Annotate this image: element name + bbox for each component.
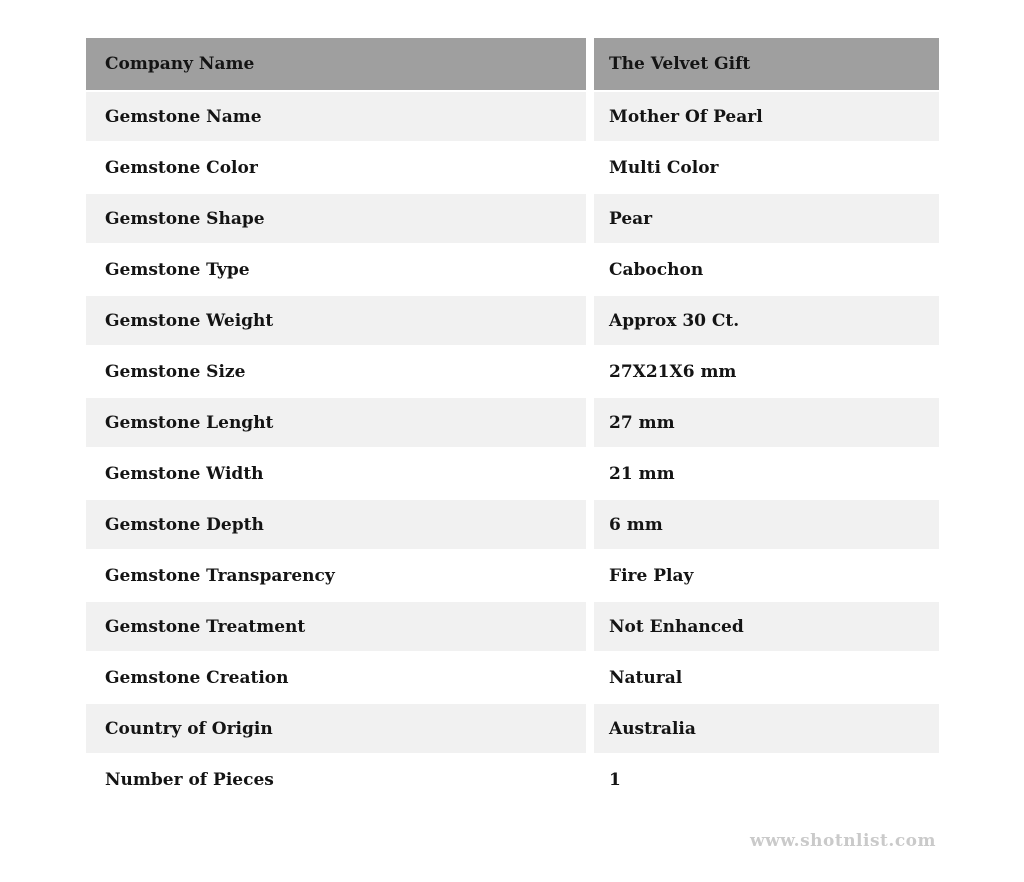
spec-row-value: Australia (594, 704, 939, 753)
spec-row-label: Gemstone Depth (86, 500, 586, 549)
spec-row-value: Approx 30 Ct. (594, 296, 939, 345)
spec-row-label: Gemstone Treatment (86, 602, 586, 651)
spec-row-value: Multi Color (594, 143, 939, 192)
spec-row-label: Gemstone Name (86, 92, 586, 141)
spec-row-value: 27 mm (594, 398, 939, 447)
table-header-company-value: The Velvet Gift (594, 38, 939, 90)
spec-row-value: Cabochon (594, 245, 939, 294)
table-header-company-label: Company Name (86, 38, 586, 90)
spec-row-label: Gemstone Creation (86, 653, 586, 702)
watermark-text: www.shotnlist.com (749, 831, 936, 851)
spec-row-label: Gemstone Weight (86, 296, 586, 345)
gemstone-spec-table (86, 38, 939, 804)
spec-row-label: Country of Origin (86, 704, 586, 753)
spec-row-value: 6 mm (594, 500, 939, 549)
spec-row-value: 1 (594, 755, 939, 804)
spec-row-label: Gemstone Width (86, 449, 586, 498)
spec-row-label: Gemstone Size (86, 347, 586, 396)
spec-row-value: 21 mm (594, 449, 939, 498)
spec-row-label: Gemstone Type (86, 245, 586, 294)
spec-row-value: Fire Play (594, 551, 939, 600)
spec-row-value: Natural (594, 653, 939, 702)
spec-row-value: Not Enhanced (594, 602, 939, 651)
spec-row-label: Gemstone Color (86, 143, 586, 192)
spec-row-value: Pear (594, 194, 939, 243)
spec-row-label: Number of Pieces (86, 755, 586, 804)
spec-row-value: 27X21X6 mm (594, 347, 939, 396)
spec-row-label: Gemstone Transparency (86, 551, 586, 600)
spec-row-value: Mother Of Pearl (594, 92, 939, 141)
spec-row-label: Gemstone Shape (86, 194, 586, 243)
spec-row-label: Gemstone Lenght (86, 398, 586, 447)
